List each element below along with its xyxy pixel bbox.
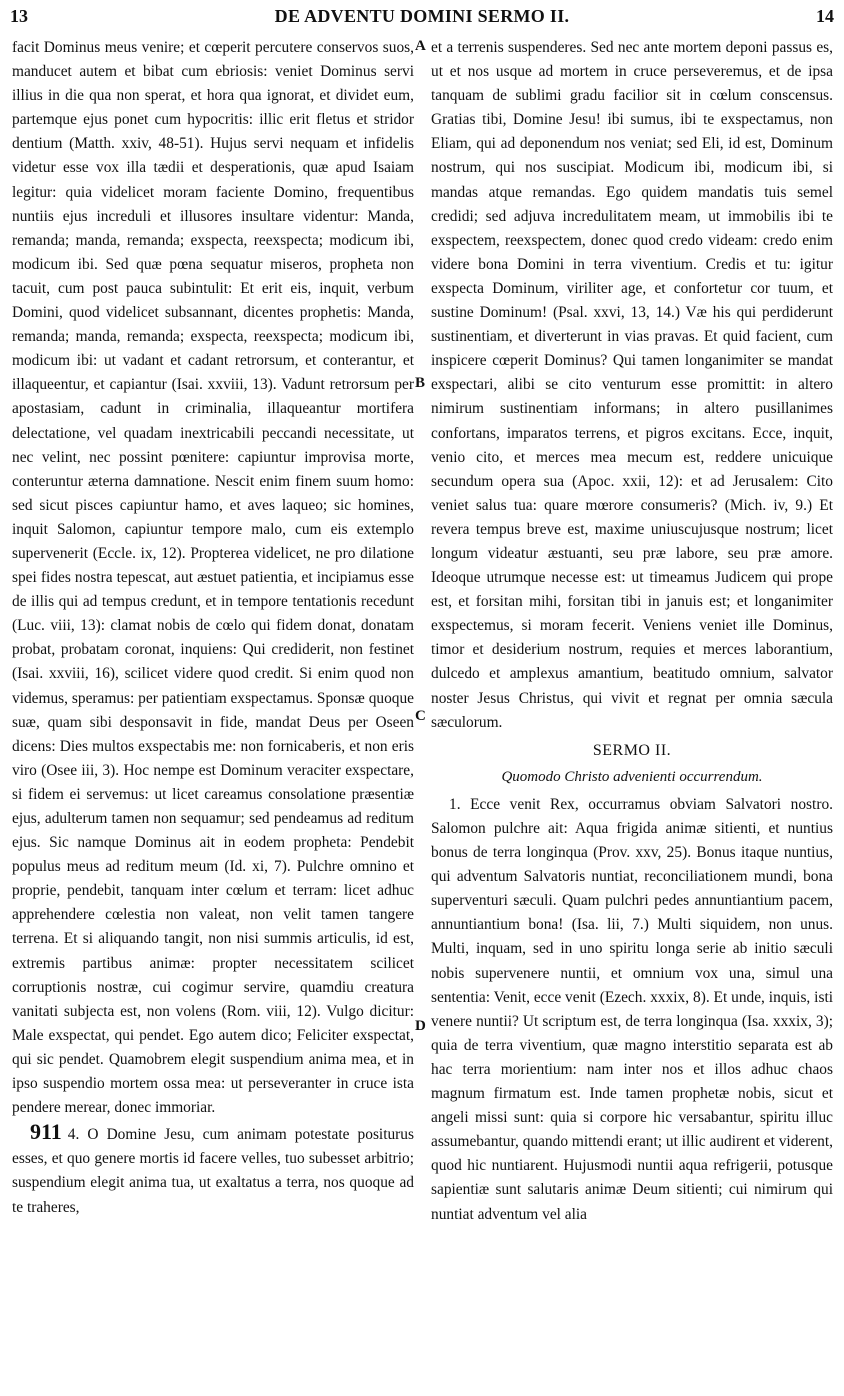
marker-d: D xyxy=(415,1018,426,1034)
marker-b: B xyxy=(415,375,426,391)
marker-c: C xyxy=(415,708,426,724)
section-subtitle: Quomodo Christo advenienti occurrendum. xyxy=(501,768,763,785)
right-paragraph-2: 1. Ecce venit Rex, occurramus obviam Salvatori nostro. Salomon pulchre ait: Aqua frigida animæ sitienti, et nuntius bonus de terra longinqua (Prov. xxv, 25). Bonus itaque nuntius, qui adventum Salvatoris nuntiat, reconciliationem mundi, bona superventuri sæculi. Quam pulchri pedes annuntiantium pacem, annuntiantium bona! (Isa. lii, 7.) Multi siquidem, non unus. Multi, inquam, sed in uno spiritu longa serie ab initio sæculi nobis supervenere nuntii, et omnium vox una, simul una sententia: Venit, ecce venit (Ezech. xxxix, 8). Et unde, inquis, isti venere nuntii? Ut scriptum est, de terra longinqua (Isa. xxxix, 3); quia de terra viventium, quæ magno interstitio separata est ab hac terra morientium: nam inter nos et illos adhuc chaos magnum firmatum est. Inde tamen prophetæ nobis, sicut et angeli missi sunt: quia si corpore hic versabantur, spiritu illuc assumebantur, quando mittendi erant; ut illic audirent et viderent, quod hic nuntiarent. Hujusmodi nuntii aqua refrigerii, potusque sapientiæ sunt salutaris animæ Deum sitienti; cui nimirum qui nuntiat adventum vel alia xyxy=(431,795,833,1223)
left-paragraph-2 xyxy=(12,1120,414,1219)
section-title: SERMO II. xyxy=(592,741,672,759)
page-number-right: 14 xyxy=(816,6,834,26)
column-number: 911 xyxy=(30,1119,62,1145)
left-paragraph-2-text: 4. O Domine Jesu, cum animam potestate positurus esses, et quo genere mortis id facere velles, tuo subesset arbitrio; suspendium elegit anima tua, ut exaltatus a terra, nos quoque ad te traheres, xyxy=(12,1126,414,1216)
right-column xyxy=(431,36,833,1227)
left-column xyxy=(12,36,414,1220)
right-paragraph-1: et a terrenis suspenderes. Sed nec ante mortem deponi passus es, ut et nos usque ad mortem in cruce perseveremus, et de ipsa tanquam de sublimi gradu facilior sit in cœlum conscensus. Gratias tibi, Domine Jesu! ibi sumus, ibi te exspectamus, non Eliam, qui ad deponendum nos veniat; sed Eli, id est, Dominum nostrum, qui nos suscipiat. Modicum ibi, modicum ibi, si mandas atque remandas. Ego quidem mandatis tuis semel credidi; sed adjuva incredulitatem meam, ut immobilis ibi te exspectem, reexspectem, donec quod credo videam: credo enim videre bona Domini in terra viventium. Credis et tu: igitur exspecta Dominum, viriliter age, et confortetur cor tuum, et sustine Dominum! (Psal. xxvi, 13, 14.) Væ his qui perdiderunt sustinentiam, et diverterunt in vias pravas. Et quid facient, cum inspicere cœperit Dominus? Qui tamen longanimiter se mandat exspectari, alibi se cito venturum esse promittit: in altero nimirum sustinentiam informans; in altero pusillanimes confortans, imparatos terrens, et pigros excitans. Ecce, inquit, venio cito, et merces mea mecum est, reddere unicuique secundum opera sua (Apoc. xxii, 12): et ad Jerusalem: Cito veniet salus tua: quare mœrore consumeris? (Mich. iv, 9.) Et revera tempus breve est, maxime uniuscujusque nostrum; licet longum videatur æstuanti, seu præ labore, seu præ amore. Ideoque utrumque necesse est: ut timeamus Judicem qui prope est, et forsitan mihi, forsitan tibi in januis est; et longanimiter exspectemus, si moram fecerit. Veniens veniet ille Dominus, timor et desiderium nostrum, requies et merces laborantium, dulcedo et amplexus amantium, beatitudo omnium, salvator noster Jesus Christus, qui vivit et regnat per omnia sæcula sæculorum. xyxy=(431,39,833,731)
left-paragraph-1: facit Dominus meus venire; et cœperit percutere conservos suos, manducet autem et bibat cum ebriosis: veniet Dominus servi illius in die qua non sperat, et hora qua ignorat, et dividet eum, partemque ejus ponet cum hypocritis: illic erit fletus et stridor dentium (Matth. xxiv, 48-51). Hujus servi nequam et infidelis videtur esse vox illa tædii et desperationis, quæ apud Isaiam legitur: quia videlicet moram faciente Domino, frequentibus nuntiis ejus increduli et illusores insultare videntur: Manda, remanda; manda, remanda; exspecta, reexspecta; modicum ibi, modicum ibi. Sed quæ pœna sequatur miseros, propheta non tacuit, cum post pauca subintulit: Et erit eis, inquit, verbum Domini, quod videlicet subsannant, dicentes prophetis: Manda, remanda; manda, remanda; exspecta, reexspecta; modicum ibi, modicum ibi: ut vadant et cadant retrorsum, et conterantur, et illaqueentur, et capiantur (Isai. xxviii, 13). Vadunt retrorsum per apostasiam, cadunt in criminalia, illaqueantur mortifera delectatione, vel quadam inextricabili peccandi necessitate, ut nec velint, nec possint pœnitere: capiuntur improvisa morte, conteruntur æterna damnatione. Nescit enim finem suum homo: sed sicut pisces capiuntur hamo, et aves laqueo; sic homines, inquit Salomon, capiuntur tempore malo, cum eis extemplo supervenerit (Eccle. ix, 12). Propterea videlicet, ne pro dilatione spei fides nostra tepescat, aut æstuet patientia, et incipiamus esse de illis qui ad tempus credunt, et in tempore tentationis recedunt (Luc. viii, 13): clamat nobis de cœlo qui fidem donat, donatam probat, probatam coronat, inquiens: Qui crediderit, non festinet (Isai. xxviii, 16), scilicet videre quod credit. Si enim quod non videmus, speramus: per patientiam exspectamus. Sponsæ quoque suæ, quam sibi desponsavit in fide, mandat Deus per Oseen dicens: Dies multos exspectabis me: non fornicaberis, et non eris viro (Osee iii, 3). Hoc nempe est Dominum veraciter exspectare, si fidem ei servemus: ut licet careamus consolatione præsentiæ ejus, adulterum tamen non sequamur; sed pendeamus ad reditum ejus. Sic namque Dominus ait in eodem propheta: Pendebit populus meus ad reditum meum (Id. xi, 7). Pulchre omnino et proprie, pendebit, tanquam inter cœlum et terram: licet adhuc apprehendere cœlestia non valeat, non velit tamen tangere terrena. Et si aliquando tangit, non nisi summis articulis, id est, extremis partibus animæ: propter necessitatem scilicet corruptionis nostræ, cui cogimur servire, quamdiu creatura vanitati subjecta est, non volens (Rom. viii, 12). Vulgo dicitur: Male exspectat, qui pendet. Ego autem dico; Feliciter exspectat, qui sic pendet. Quamobrem elegit suspendium anima mea, et in ipso suspendio mortem ossa mea: ut perseveranter in cruce ista pendere merear, donec immoriar. xyxy=(12,39,414,1117)
page-header xyxy=(10,6,834,30)
running-title: DE ADVENTU DOMINI SERMO II. xyxy=(274,6,570,26)
marker-a: A xyxy=(415,38,426,54)
page-number-left: 13 xyxy=(10,6,28,26)
